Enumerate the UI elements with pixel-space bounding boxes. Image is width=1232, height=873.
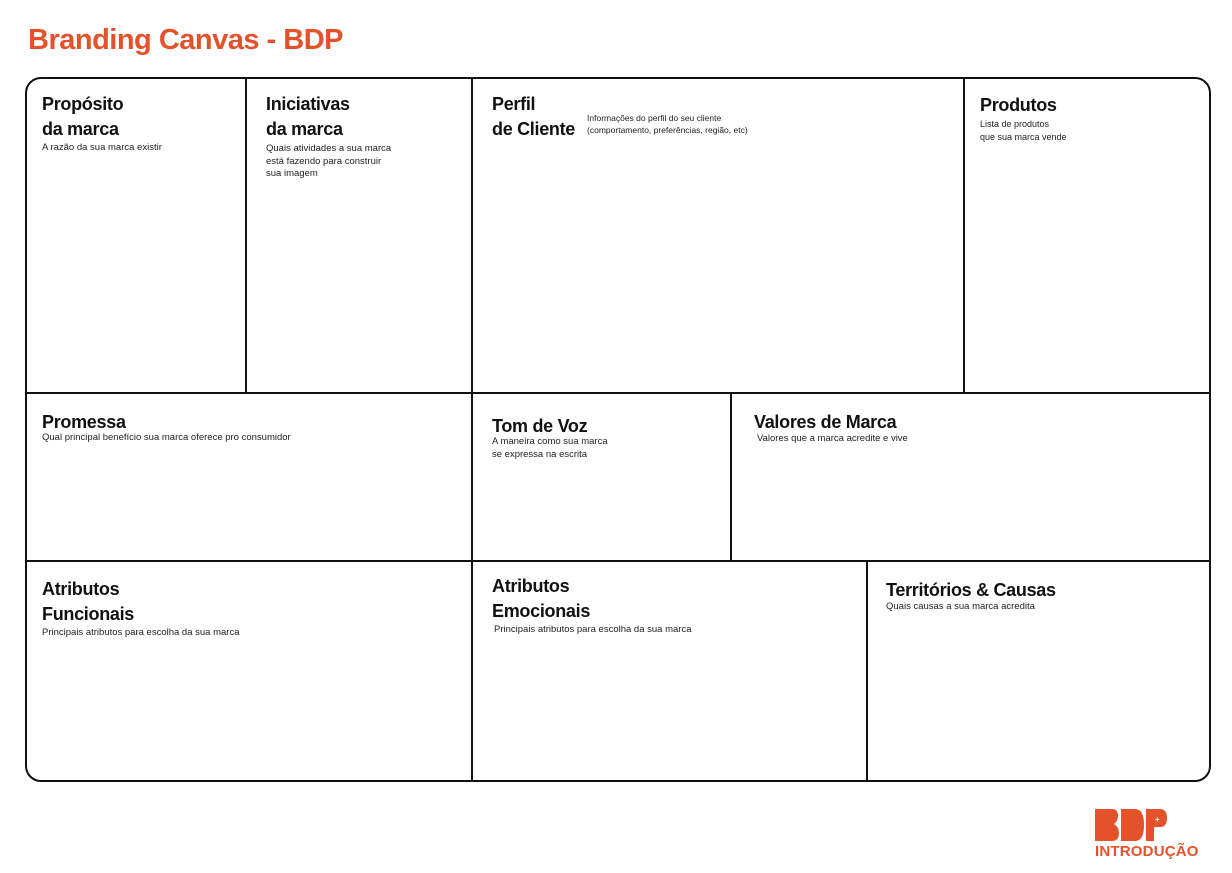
section-promessa-description: Qual principal benefício sua marca oferece pro consumidor <box>42 432 291 443</box>
section-produtos[interactable] <box>965 79 1211 392</box>
section-iniciativas-description: Quais atividades a sua marca está fazendo para construir sua imagem <box>266 143 392 179</box>
section-valores[interactable] <box>732 394 1211 560</box>
section-atributos-funcionais[interactable] <box>27 562 471 782</box>
section-proposito-description: A razão da sua marca existir <box>42 142 162 153</box>
section-iniciativas-title: Iniciativas da marca <box>266 94 350 139</box>
section-produtos-title: Produtos <box>980 95 1057 115</box>
section-promessa[interactable] <box>27 394 471 560</box>
section-valores-title: Valores de Marca <box>754 412 897 432</box>
svg-text:+: + <box>1155 815 1160 824</box>
section-valores-description: Valores que a marca acredite e vive <box>757 433 908 444</box>
section-atributos-emocionais-title: Atributos Emocionais <box>492 576 591 621</box>
section-atributos-emocionais[interactable] <box>473 562 866 782</box>
section-perfil-header <box>492 92 963 142</box>
section-tom-de-voz-description: A maneira como sua marca se expressa na escrita <box>492 436 608 460</box>
bdp-logo-mark <box>1094 808 1168 842</box>
bdp-logo-subtitle: INTRODUÇÃO <box>1095 843 1199 860</box>
section-proposito[interactable] <box>27 79 245 392</box>
section-iniciativas[interactable] <box>247 79 471 392</box>
section-atributos-emocionais-description: Principais atributos para escolha da sua marca <box>494 624 692 635</box>
section-promessa-title: Promessa <box>42 412 126 432</box>
section-perfil-cliente[interactable] <box>473 79 963 392</box>
section-territorios-description: Quais causas a sua marca acredita <box>886 601 1035 612</box>
branding-canvas-board <box>25 77 1211 782</box>
section-territorios[interactable] <box>868 562 1211 782</box>
section-atributos-funcionais-title: Atributos Funcionais <box>42 579 135 624</box>
section-tom-de-voz-title: Tom de Voz <box>492 416 588 436</box>
section-produtos-description: Lista de produtos que sua marca vende <box>980 119 1067 142</box>
section-atributos-funcionais-description: Principais atributos para escolha da sua marca <box>42 627 240 638</box>
section-territorios-title: Territórios & Causas <box>886 580 1056 600</box>
section-perfil-title: Perfil de Cliente <box>492 94 576 139</box>
page-title: Branding Canvas - BDP <box>28 24 343 56</box>
bdp-logo <box>1094 808 1208 864</box>
section-proposito-title: Propósito da marca <box>42 94 124 139</box>
section-tom-de-voz[interactable] <box>473 394 730 560</box>
section-perfil-description: Informações do perfil do seu cliente (comportamento, preferências, região, etc) <box>587 113 748 135</box>
